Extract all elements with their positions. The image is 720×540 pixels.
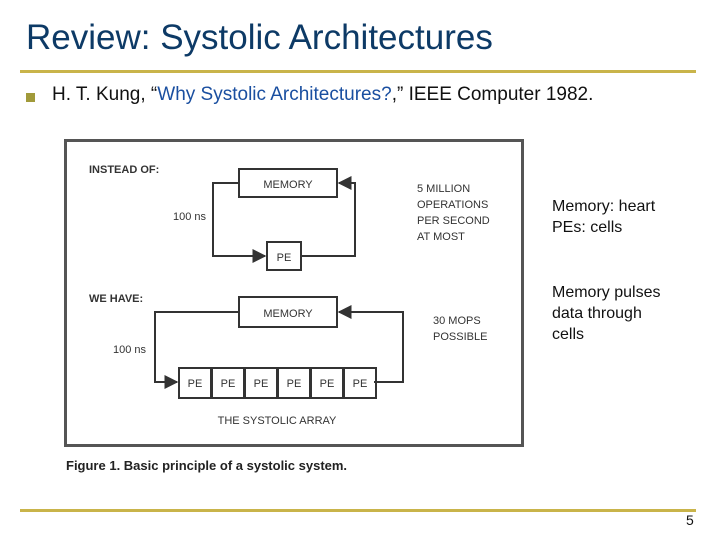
- figure-frame: [64, 139, 524, 447]
- slide-title: Review: Systolic Architectures: [26, 18, 493, 57]
- pe-cell-label: PE: [220, 378, 236, 390]
- top-pe-label: PE: [276, 252, 292, 264]
- reference-link[interactable]: Why Systolic Architectures?: [157, 84, 392, 105]
- top-throughput-note-4: AT MOST: [417, 231, 465, 243]
- note-memory-heart: Memory: heart: [552, 198, 656, 215]
- title-divider: [20, 70, 696, 73]
- top-throughput-note-3: PER SECOND: [417, 215, 490, 227]
- pe-cell-label: PE: [319, 378, 335, 390]
- top-memory-label: MEMORY: [263, 179, 313, 191]
- reference-prefix: H. T. Kung, “: [52, 84, 158, 105]
- pe-cell-label: PE: [352, 378, 368, 390]
- pe-cell-row: [179, 368, 376, 398]
- note-memory-pulses-line-1: Memory pulses: [552, 284, 661, 301]
- note-memory-pulses-line-3: cells: [552, 326, 585, 343]
- pe-cell-label: PE: [253, 378, 269, 390]
- reference-suffix: ,” IEEE Computer 1982.: [391, 84, 594, 105]
- bottom-throughput-note-1: 30 MOPS: [433, 315, 481, 327]
- systolic-array-label: THE SYSTOLIC ARRAY: [217, 415, 337, 427]
- we-have-label: WE HAVE:: [89, 293, 144, 305]
- pe-cell-label: PE: [187, 378, 203, 390]
- bottom-latency-label: 100 ns: [113, 344, 147, 356]
- pe-cell-label: PE: [286, 378, 302, 390]
- bottom-throughput-note-2: POSSIBLE: [433, 331, 488, 343]
- top-latency-label: 100 ns: [173, 211, 207, 223]
- page-number: 5: [686, 512, 694, 528]
- instead-of-label: INSTEAD OF:: [89, 164, 160, 176]
- top-throughput-note-2: OPERATIONS: [417, 199, 489, 211]
- bullet-marker: [26, 93, 35, 102]
- note-pes-cells: PEs: cells: [552, 219, 623, 236]
- top-throughput-note-1: 5 MILLION: [417, 183, 471, 195]
- reference-bullet: [52, 84, 593, 106]
- bottom-memory-label: MEMORY: [263, 308, 313, 320]
- systolic-diagram: [67, 142, 521, 444]
- footer-divider: [20, 509, 696, 512]
- note-memory-pulses-line-2: data through: [552, 305, 642, 322]
- figure-caption: Figure 1. Basic principle of a systolic system.: [66, 458, 348, 473]
